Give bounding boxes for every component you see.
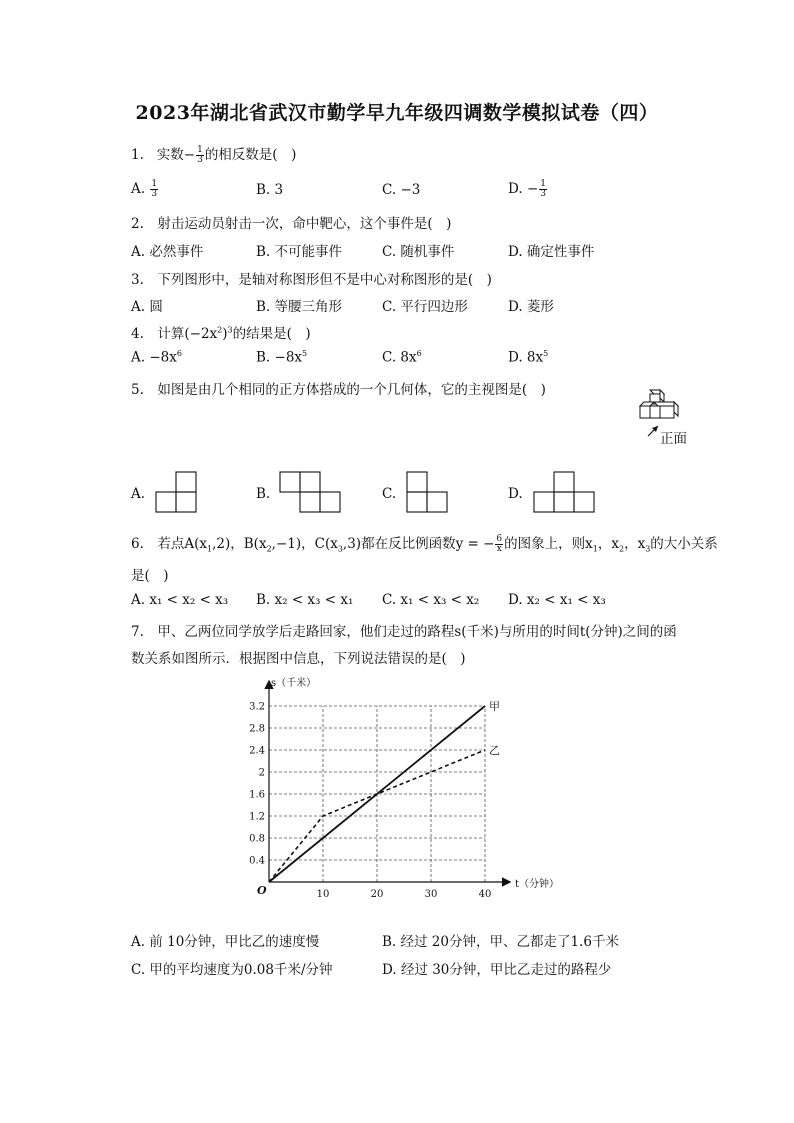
- q6-option-d[interactable]: D. x₂ < x₁ < x₃: [508, 592, 606, 608]
- q1-option-a[interactable]: A. $\frac{1}{3}$: [131, 179, 158, 199]
- y-tick-label: 0.8: [249, 833, 265, 845]
- series-label: 甲: [489, 700, 500, 713]
- y-tick-label: 2.8: [249, 723, 265, 735]
- question-1: [131, 143, 296, 165]
- q5-front-label: 正面: [660, 431, 687, 447]
- x-tick-label: 20: [370, 889, 384, 900]
- q5-option-b-figure[interactable]: [279, 471, 345, 515]
- q1-text-pre: 实数: [156, 147, 184, 163]
- series-label: 乙: [489, 744, 500, 757]
- q6-option-c[interactable]: C. x₁ < x₃ < x₂: [382, 592, 480, 608]
- q2-option-a[interactable]: A. 必然事件: [131, 244, 204, 260]
- q7-option-d[interactable]: D. 经过 30分钟，甲比乙走过的路程少: [382, 962, 612, 978]
- q5-option-c-figure[interactable]: [406, 471, 450, 515]
- x-tick-label: 40: [478, 889, 492, 900]
- distance-time-chart: [240, 670, 560, 910]
- x-axis-label: t（分钟）: [515, 879, 560, 890]
- origin-label: O: [257, 884, 267, 897]
- q4-option-b[interactable]: B. $-8x^5$: [256, 349, 308, 366]
- q5-option-d-figure[interactable]: [533, 471, 599, 515]
- q1-fraction: $\frac{1}{3}$: [197, 145, 203, 165]
- question-3: 3. 下列图形中，是轴对称图形但不是中心对称图形的是( ): [131, 272, 492, 288]
- q1-option-c[interactable]: C. −3: [382, 182, 421, 198]
- question-7-line2: 数关系如图所示．根据图中信息，下列说法错误的是( ): [131, 651, 466, 667]
- q4-option-a[interactable]: A. $-8x^6$: [131, 349, 182, 366]
- y-tick-label: 3.2: [249, 701, 265, 713]
- q1-number: 1.: [131, 147, 144, 163]
- q6-option-b[interactable]: B. x₂ < x₃ < x₁: [256, 592, 354, 608]
- exam-title: 2023年湖北省武汉市勤学早九年级四调数学模拟试卷（四）: [135, 102, 659, 124]
- q3-option-a[interactable]: A. 圆: [131, 299, 163, 315]
- y-tick-label: 1.6: [249, 789, 265, 801]
- q5-option-c[interactable]: C.: [382, 486, 397, 502]
- q5-option-b[interactable]: B.: [256, 486, 271, 502]
- q1-option-b[interactable]: B. 3: [256, 182, 284, 198]
- x-tick-label: 30: [424, 889, 438, 900]
- q3-option-c[interactable]: C. 平行四边形: [382, 299, 468, 315]
- q1-option-d[interactable]: D. − $\frac{1}{3}$: [508, 179, 546, 199]
- y-tick-label: 1.2: [249, 811, 265, 823]
- question-7-line1: 7. 甲、乙两位同学放学后走路回家，他们走过的路程s(千米)与所用的时间t(分钟)之间的函: [131, 624, 677, 640]
- y-tick-label: 2: [258, 767, 265, 779]
- question-4: 4. 计算$(-2x^2)^3$的结果是( ): [131, 325, 311, 342]
- q1-minus: −: [183, 147, 196, 163]
- q2-option-d[interactable]: D. 确定性事件: [508, 244, 595, 260]
- q4-option-d[interactable]: D. $8x^5$: [508, 349, 549, 366]
- y-tick-label: 2.4: [249, 745, 265, 757]
- q4-option-c[interactable]: C. $8x^6$: [382, 349, 422, 366]
- q5-option-a[interactable]: A.: [131, 486, 146, 502]
- q7-option-a[interactable]: A. 前 10分钟，甲比乙的速度慢: [131, 934, 320, 950]
- q7-option-c[interactable]: C. 甲的平均速度为0.08千米/分钟: [131, 962, 333, 978]
- question-2: 2. 射击运动员射击一次，命中靶心，这个事件是( ): [131, 216, 452, 232]
- q2-option-b[interactable]: B. 不可能事件: [256, 244, 343, 260]
- q6-option-a[interactable]: A. x₁ < x₂ < x₃: [131, 592, 229, 608]
- y-tick-label: 0.4: [249, 855, 265, 867]
- q1-text-post: 的相反数是( ): [204, 147, 297, 163]
- q3-option-b[interactable]: B. 等腰三角形: [256, 299, 343, 315]
- q5-option-a-figure[interactable]: [155, 471, 199, 515]
- question-5: 5. 如图是由几个相同的正方体搭成的一个几何体，它的主视图是( ): [131, 382, 546, 398]
- q5-option-d[interactable]: D.: [508, 486, 523, 502]
- q7-option-b[interactable]: B. 经过 20分钟，甲、乙都走了1.6千米: [382, 934, 619, 950]
- question-6-line1: 6. 若点$A(x_1,2)$，$B(x_2,-1)$，$C(x_3,3)$都在反比例函数y = − $\frac{6}{x}$ 的图象上，则$x_1$，$x_2$，$x_3$的大小关系: [131, 534, 718, 554]
- x-tick-label: 10: [316, 889, 330, 900]
- question-6-line2: 是( ): [131, 568, 169, 584]
- y-axis-label: s（千米）: [271, 678, 317, 689]
- q2-option-c[interactable]: C. 随机事件: [382, 244, 455, 260]
- chart-labels: [249, 676, 559, 900]
- q3-option-d[interactable]: D. 菱形: [508, 299, 554, 315]
